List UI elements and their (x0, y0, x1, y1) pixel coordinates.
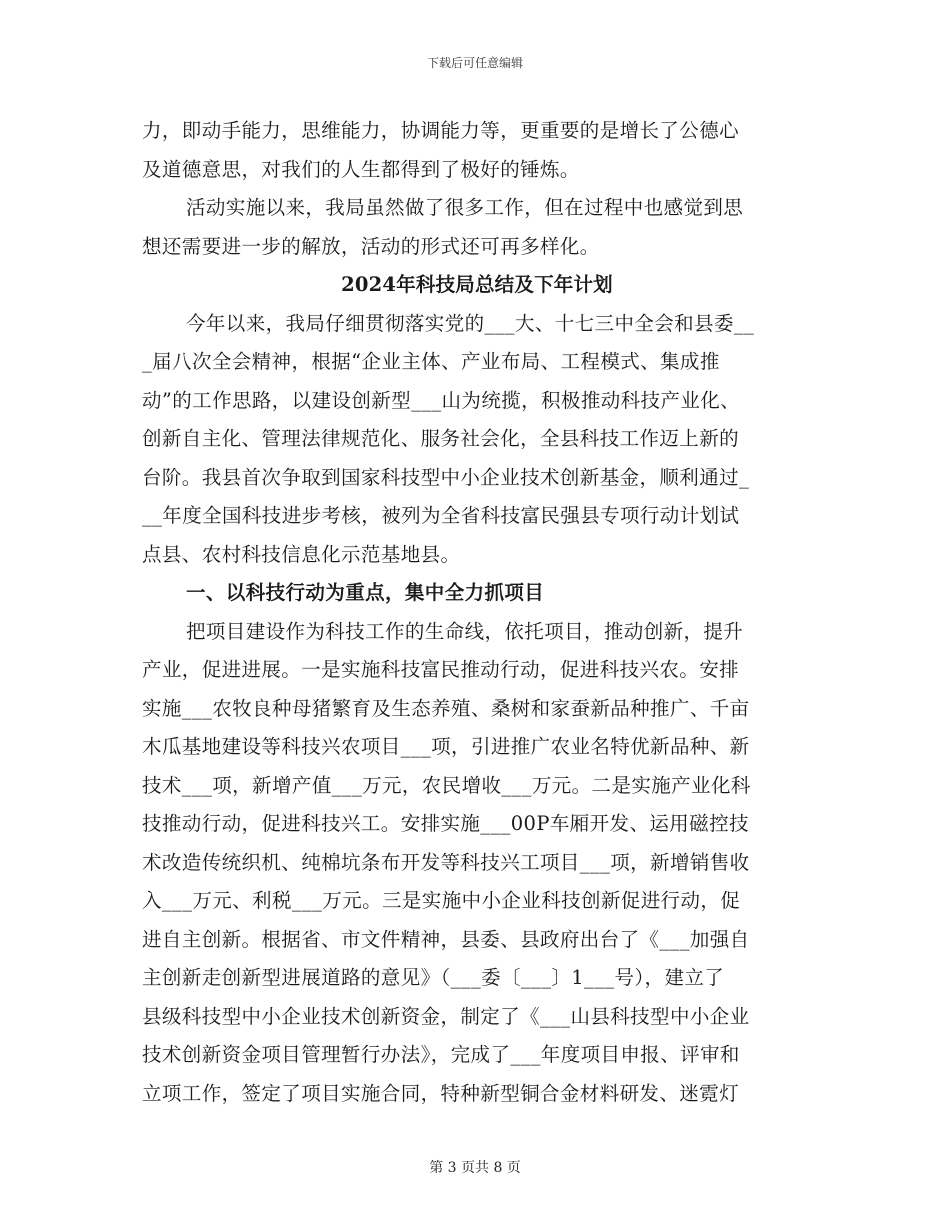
text-line: 县级科技型中小企业技术创新资金，制定了《___山县科技型中小企业 (142, 1004, 750, 1028)
text-line: __年度全国科技进步考核，被列为全省科技富民强县专项行动计划试 (142, 504, 740, 527)
text-line: 技术___项，新增产值___万元，农民增收___万元。二是实施产业化科 (142, 773, 751, 797)
section-title: 2024年科技局总结及下年计划 (341, 273, 613, 296)
text-line: 产业，促进进展。一是实施科技富民推动行动，促进科技兴农。安排 (142, 658, 740, 681)
text-line: 主创新走创新型进展道路的意见》（___委〔___〕1___号），建立了 (142, 966, 725, 989)
document-body (142, 112, 812, 1113)
text-line: 技推动行动，促进科技兴工。安排实施___00P车厢开发、运用磁控技 (142, 812, 749, 835)
text-line: 想还需要进一步的解放，活动的形式还可再多样化。 (142, 234, 600, 258)
section-heading: 一、以科技行动为重点，集中全力抓项目 (186, 581, 545, 604)
text-line: 立项工作，签定了项目实施合同，特种新型铜合金材料研发、迷霓灯 (142, 1081, 740, 1105)
text-line: 今年以来，我局仔细贯彻落实党的___大、十七三中全会和县委__ (186, 311, 755, 335)
text-line: 台阶。我县首次争取到国家科技型中小企业技术创新基金，顺利通过_ (142, 465, 750, 489)
text-line: 力，即动手能力，思维能力，协调能力等，更重要的是增长了公德心 (142, 119, 740, 142)
text-line: 进自主创新。根据省、市文件精神，县委、县政府出台了《___加强自 (142, 927, 750, 951)
text-line: 把项目建设作为科技工作的生命线，依托项目，推动创新，提升 (186, 619, 744, 643)
text-line: 创新自主化、管理法律规范化、服务社会化，全县科技工作迈上新的 (142, 427, 740, 450)
text-line: 实施___农牧良种母猪繁育及生态养殖、桑树和家蚕新品种推广、千亩 (142, 696, 750, 720)
text-line: 及道德意思，对我们的人生都得到了极好的锤炼。 (142, 157, 580, 181)
page-footer: 第 3 页共 8 页 (429, 1160, 521, 1176)
text-line: 动”的工作思路，以建设创新型___山为统揽，积极推动科技产业化、 (142, 388, 741, 412)
page-header: 下载后可任意编辑 (426, 56, 523, 70)
text-line: 技术创新资金项目管理暂行办法》，完成了___年度项目申报、评审和 (142, 1043, 740, 1066)
text-line: 活动实施以来，我局虽然做了很多工作，但在过程中也感觉到思 (186, 196, 744, 219)
text-line: 木瓜基地建设等科技兴农项目___项，引进推广农业名特优新品种、新 (142, 735, 750, 758)
text-line: 术改造传统织机、纯棉坑条布开发等科技兴工项目___项，新增销售收 (142, 850, 750, 874)
text-line: 点县、农村科技信息化示范基地县。 (142, 542, 461, 566)
text-line: 入___万元、利税___万元。三是实施中小企业科技创新促进行动，促 (142, 889, 741, 912)
text-line: _届八次全会精神，根据“企业主体、产业布局、工程模式、集成推 (142, 350, 720, 373)
